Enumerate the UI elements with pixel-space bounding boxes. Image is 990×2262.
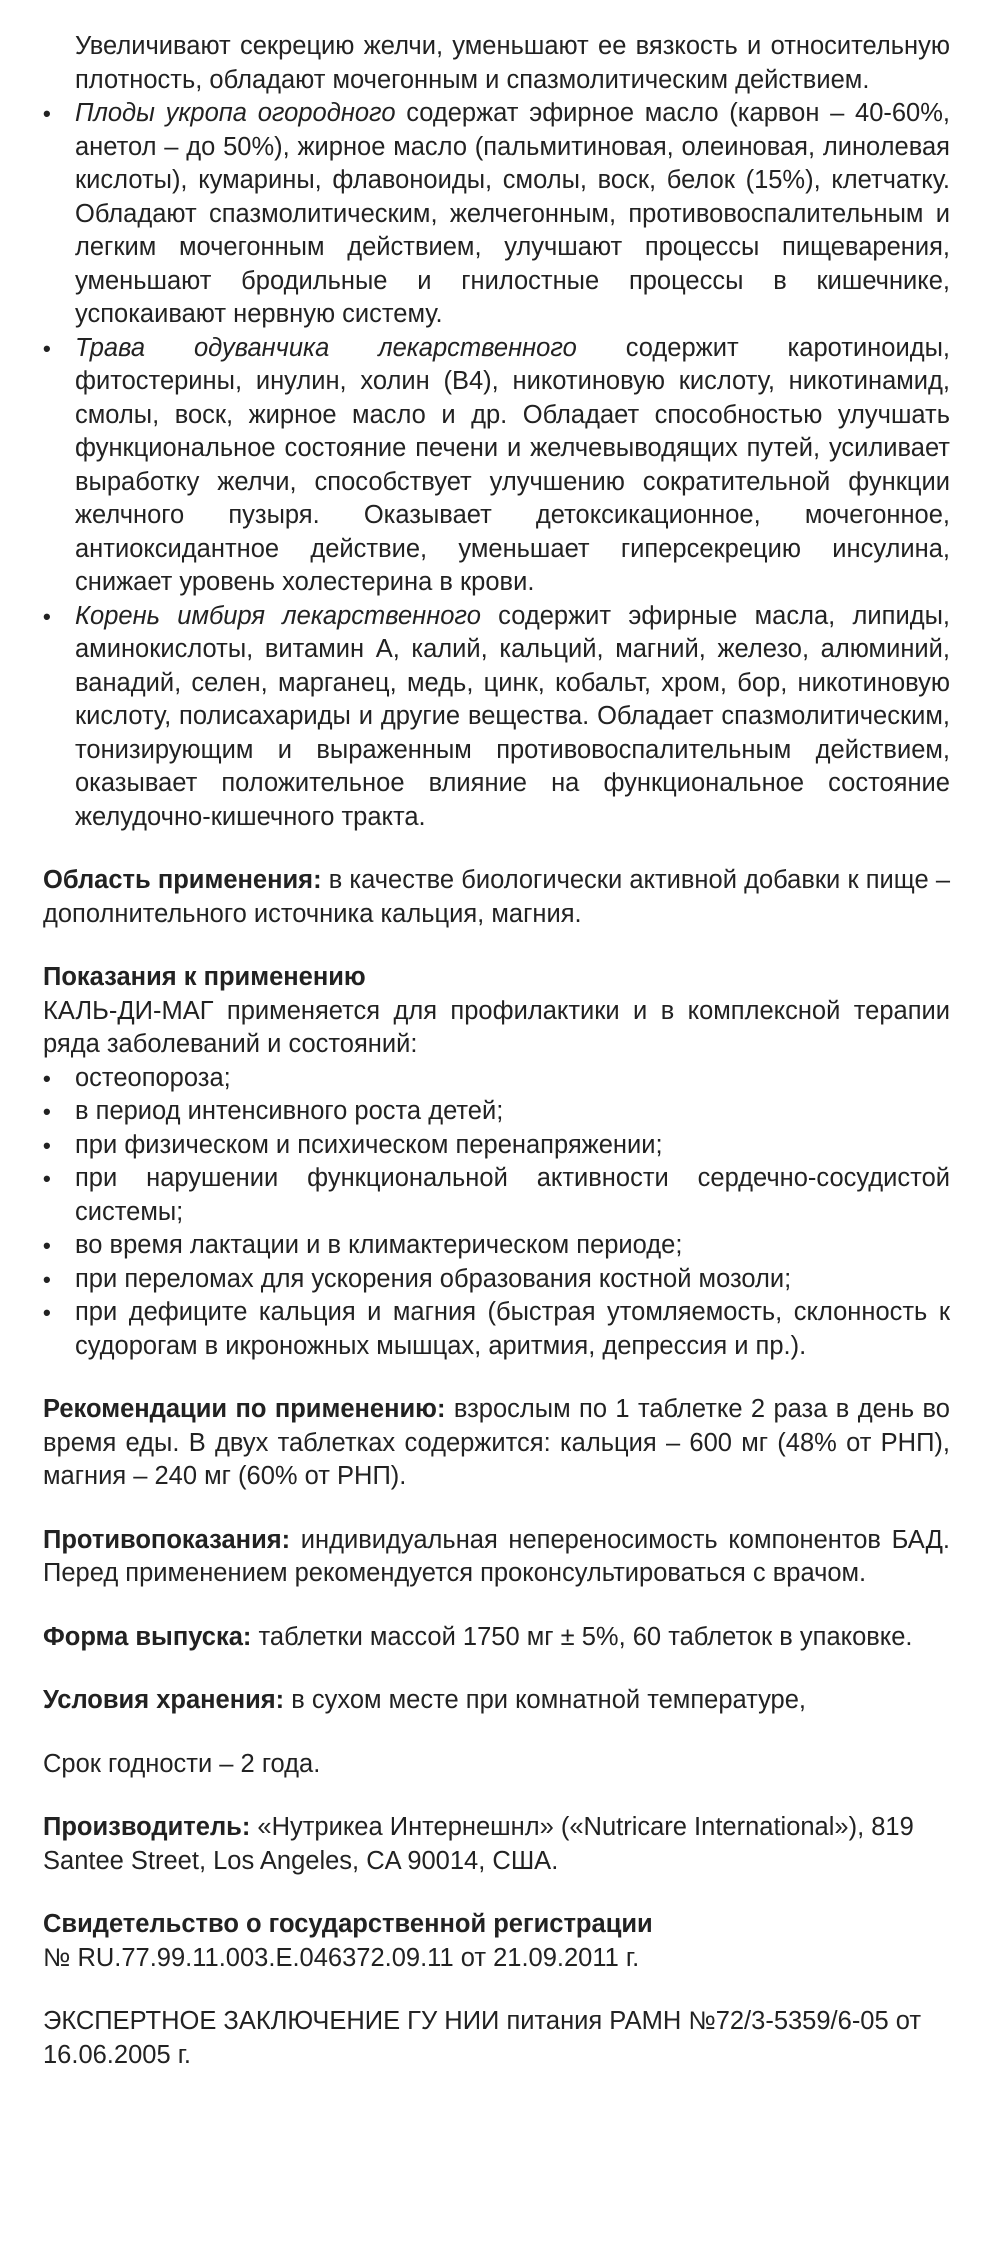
expert-rest: питания РАМН №72/3-5359/6-05 от 16.06.2005 г. [43, 2007, 922, 2069]
intro-paragraph: Увеличивают секрецию желчи, уменьшают ее вязкость и относительную плотность, обладают мочегонным и спазмолитическим действием. [75, 32, 950, 94]
contraindications-section [43, 1524, 950, 1591]
plant-item-dill [43, 97, 950, 332]
storage-section [43, 1684, 950, 1718]
bullet-icon: • [43, 1065, 51, 1091]
bullet-icon: • [43, 1132, 51, 1158]
scope-section [43, 864, 950, 931]
registration-section [43, 1908, 950, 1975]
indications-list [43, 1062, 950, 1364]
bullet-icon: • [43, 101, 51, 126]
plant-name: Корень имбиря лекарственного [75, 601, 481, 630]
storage-label: Условия хранения: [43, 1686, 285, 1714]
leaflet-page [43, 30, 950, 2072]
plant-description: содержит каротиноиды, фитостерины, инулин, холин (B4), никотиновую кислоту, никотинамид, смолы, воск, жирное масло и др. Обладает способностью улучшать функциональное состояние печени и желчевыводящих путей, усиливает выработку желчи, способствует улучшению сократительной функции желчного пузыря. Оказывает детоксикационное, мочегонное, антиоксидантное действие, уменьшает гиперсекрецию инсулина, снижает уровень холестерина в крови. [75, 333, 950, 596]
bullet-icon: • [43, 1099, 51, 1124]
expert-main: ЭКСПЕРТНОЕ ЗАКЛЮЧЕНИЕ ГУ НИИ [43, 2007, 500, 2035]
contraindications-label: Противопоказания: [43, 1525, 291, 1554]
plant-description: содержат эфирное масло (карвон – 40-60%, анетол – до 50%), жирное масло (пальмитиновая, олеиновая, линолевая кислоты), кумарины, флавоноиды, смолы, воск, белок (15%), клетчатку. Обладают спазмолитическим, желчегонным, противовоспалительным и легким мочегонным действием, улучшают процессы пищеварения, уменьшают бродильные и гнилостные процессы в кишечнике, успокаивают нервную систему. [75, 99, 950, 328]
manufacturer-section [43, 1811, 950, 1878]
manufacturer-label: Производитель: [43, 1813, 251, 1841]
bullet-icon: • [43, 335, 51, 361]
shelf-life: Срок годности – 2 года. [43, 1749, 321, 1778]
bullet-icon: • [43, 603, 51, 629]
plant-item-dandelion [43, 332, 950, 600]
indications-section [43, 961, 950, 1363]
list-item: • при дефиците кальция и магния (быстрая утомляемость, склонность к судорогам в икроножных мышцах, аритмия, депрессия и пр.). [43, 1296, 950, 1363]
list-item: • при переломах для ускорения образования костной мозоли; [43, 1263, 950, 1297]
recommendations-text: взрослым по 1 таблетке 2 раза в день во время еды. В двух таблетках содержится: кальция – 600 мг (48% от РНП), магния – 240 мг (60% от РНП). [43, 1395, 950, 1490]
expert-conclusion [43, 2005, 950, 2072]
list-item: • остеопороза; [43, 1062, 950, 1096]
list-item: • в период интенсивного роста детей; [43, 1095, 950, 1129]
list-item: • при физическом и психическом перенапряжении; [43, 1129, 950, 1163]
registration-number: № RU.77.99.11.003.Е.046372.09.11 от 21.09.2011 г. [43, 1943, 640, 1972]
list-item: • при нарушении функциональной активности сердечно-сосудистой системы; [43, 1162, 950, 1229]
bullet-icon: • [43, 1233, 51, 1258]
scope-label: Область применения: [43, 866, 322, 894]
indications-heading: Показания к применению [43, 963, 366, 991]
registration-heading: Свидетельство о государственной регистрации [43, 1910, 653, 1938]
recommendations-section [43, 1393, 950, 1494]
plant-description: содержит эфирные масла, липиды, аминокислоты, витамин А, калий, кальций, магний, железо, алюминий, ванадий, селен, марганец, медь, цинк, кобальт, хром, бор, никотиновую кислоту, полисахариды и другие вещества. Обладает спазмолитическим, тонизирующим и выраженным противовоспалительным действием, оказывает положительное влияние на функциональное состояние желудочно-кишечного тракта. [75, 601, 950, 831]
scope-text: в качестве биологически активной добавки к пище – дополнительного источника кальция, магния. [43, 866, 950, 928]
recommendations-label: Рекомендации по применению: [43, 1395, 446, 1423]
indications-intro: КАЛЬ-ДИ-МАГ применяется для профилактики и в комплексной терапии ряда заболеваний и состояний: [43, 996, 950, 1058]
contraindications-text: индивидуальная непереносимость компонентов БАД. Перед применением рекомендуется проконсультироваться с врачом. [43, 1525, 950, 1587]
storage-text: в сухом месте при комнатной температуре, [284, 1686, 807, 1714]
form-label: Форма выпуска: [43, 1622, 252, 1651]
form-text: таблетки массой 1750 мг ± 5%, 60 таблеток в упаковке. [251, 1622, 913, 1651]
manufacturer-text: «Нутрикеа Интернешнл» («Nutricare International»), 819 Santee Street, Los Angeles, CA 90014, США. [43, 1813, 914, 1875]
list-item: • во время лактации и в климактерическом периоде; [43, 1229, 950, 1263]
bullet-icon: • [43, 1300, 51, 1325]
bullet-icon: • [43, 1266, 51, 1292]
plant-item-ginger [43, 600, 950, 835]
plant-name: Трава одуванчика лекарственного [75, 333, 577, 362]
plant-name: Плоды укропа огородного [75, 99, 396, 127]
bullet-icon: • [43, 1166, 51, 1191]
form-section [43, 1621, 950, 1655]
